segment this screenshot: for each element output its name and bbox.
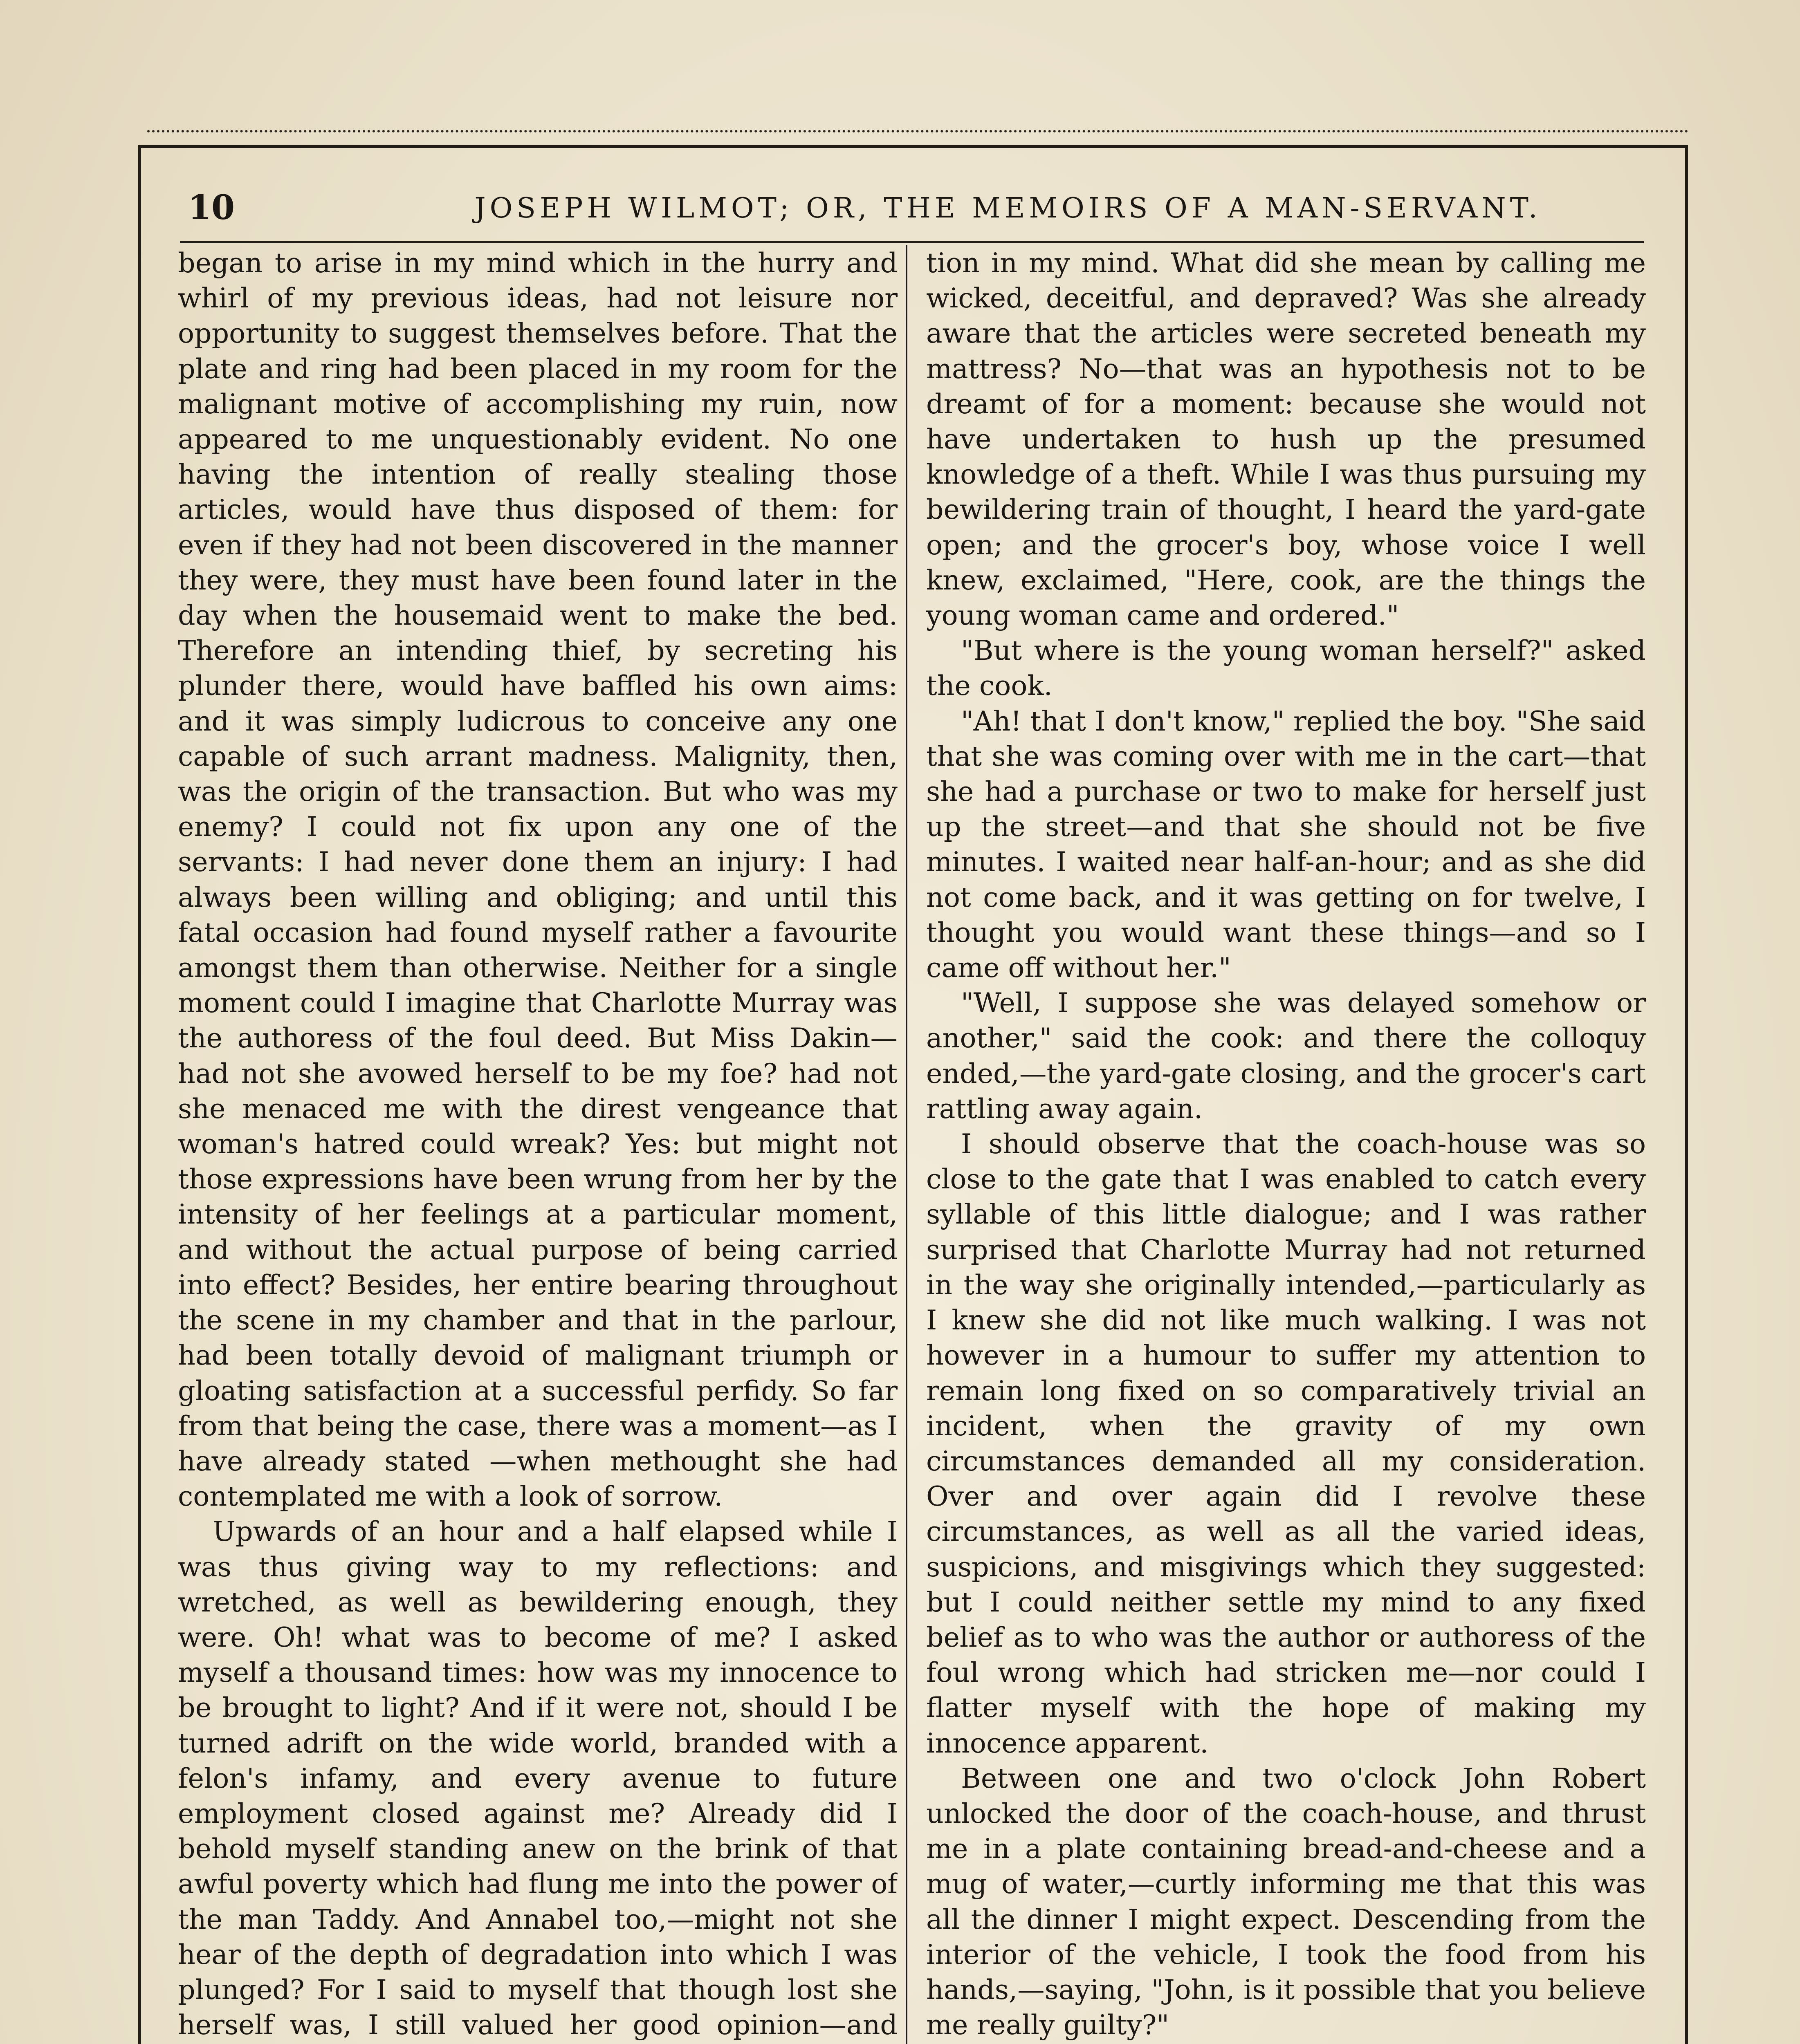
right-column: [926, 245, 1646, 2044]
left-column: [178, 245, 898, 2044]
paragraph: Upwards of an hour and a half elapsed while I was thus giving way to my reflections: and wretched, as well as bewildering enough, they were. Oh! what was to become of me? I asked myself a thousand times: how was my innocence to be brought to light? And if it were not, should I be turned adrift on the wide world, branded with a felon's infamy, and every avenue to future employment closed against me? Already did I behold myself standing anew on the brink of that awful poverty which had flung me into the power of the man Taddy. And Annabel too,—might not she hear of the depth of degradation into which I was plunged? For I said to myself that though lost she herself was, I still valued her good opinion—and: [178, 1515, 898, 2041]
top-dotted-rule: [147, 130, 1689, 132]
paragraph: Between one and two o'clock John Robert unlocked the door of the coach-house, and thrust me in a plate containing bread-and-cheese and a mug of water,—curtly informing me that this was all the dinner I might expect. Descending from the interior of the vehicle, I took the food from his hands,—saying, "John, is it possible that you believe me really guilty?": [926, 1762, 1646, 2041]
paragraph: I should observe that the coach-house was so close to the gate that I was enabled to catch every syllable of this little dialogue; and I was rather surprised that Charlotte Murray had not returned in the way she originally intended,—particularly as I knew she did not like much walking. I was not however in a humour to suffer my attention to remain long fixed on so comparatively trivial an incident, when the gravity of my own circumstances demanded all my consideration. Over and over again did I revolve these circumstances, as well as all the varied ideas, suspicions, and misgivings which they suggested: but I could neither settle my mind to any fixed belief as to who was the author or authoress of the foul wrong which had stricken me—nor could I flatter myself with the hope of making my innocence apparent.: [926, 1128, 1646, 1759]
paragraph: "But where is the young woman herself?" asked the cook.: [926, 634, 1646, 702]
page-number: 10: [188, 188, 235, 227]
paragraph: "Well, I suppose she was delayed somehow or another," said the cook: and there the colloquy ended,—the yard-gate closing, and the grocer's cart rattling away again.: [926, 987, 1646, 1125]
paragraph: tion in my mind. What did she mean by calling me wicked, deceitful, and depraved? Was she already aware that the articles were secreted beneath my mattress? No—that was an hypothesis not to be dreamt of for a moment: because she would not have undertaken to hush up the presumed knowledge of a theft. While I was thus pursuing my bewildering train of thought, I heard the yard-gate open; and the grocer's boy, whose voice I well knew, exclaimed, "Here, cook, are the things the young woman came and ordered.": [926, 247, 1646, 632]
page-header: [180, 180, 1644, 229]
header-rule: [180, 241, 1644, 243]
paragraph: began to arise in my mind which in the hurry and whirl of my previous ideas, had not leisure nor opportunity to suggest themselves before. That the plate and ring had been placed in my room for the malignant motive of accomplishing my ruin, now appeared to me unquestionably evident. No one having the intention of really stealing those articles, would have thus disposed of them: for even if they had not been discovered in the manner they were, they must have been found later in the day when the housemaid went to make the bed. Therefore an intending thief, by secreting his plunder there, would have baffled his own aims: and it was simply ludicrous to conceive any one capable of such arrant madness. Malignity, then, was the origin of the transaction. But who was my enemy? I could not fix upon any one of the servants: I had never done them an injury: I had always been willing and obliging; and until this fatal occasion had found myself rather a favourite amongst them than otherwise. Neither for a single moment could I imagine that Charlotte Murray was the authoress of the foul deed. But Miss Dakin—had not she avowed herself to be my foe? had not she menaced me with the direst vengeance that woman's hatred could wreak? Yes: but might not those expressions have been wrung from her by the intensity of her feelings at a particular moment, and without the actual purpose of being carried into effect? Besides, her entire bearing throughout the scene in my chamber and that in the parlour, had been totally devoid of malignant triumph or gloating satisfaction at a successful perfidy. So far from that being the case, there was a moment—as I have already stated —when methought she had contemplated me with a look of sorrow.: [178, 247, 898, 1513]
running-title: JOSEPH WILMOT; OR, THE MEMOIRS OF A MAN-SERVANT.: [474, 192, 1542, 224]
paragraph: [926, 2042, 1646, 2044]
paragraph: "Ah! that I don't know," replied the boy. "She said that she was coming over with me in the cart—that she had a purchase or two to make for herself just up the street—and that she should not be five minutes. I waited near half-an-hour; and as she did not come back, and it was getting on for twelve, I thought you would want these things—and so I came off without her.": [926, 705, 1646, 984]
column-divider: [906, 245, 907, 2044]
